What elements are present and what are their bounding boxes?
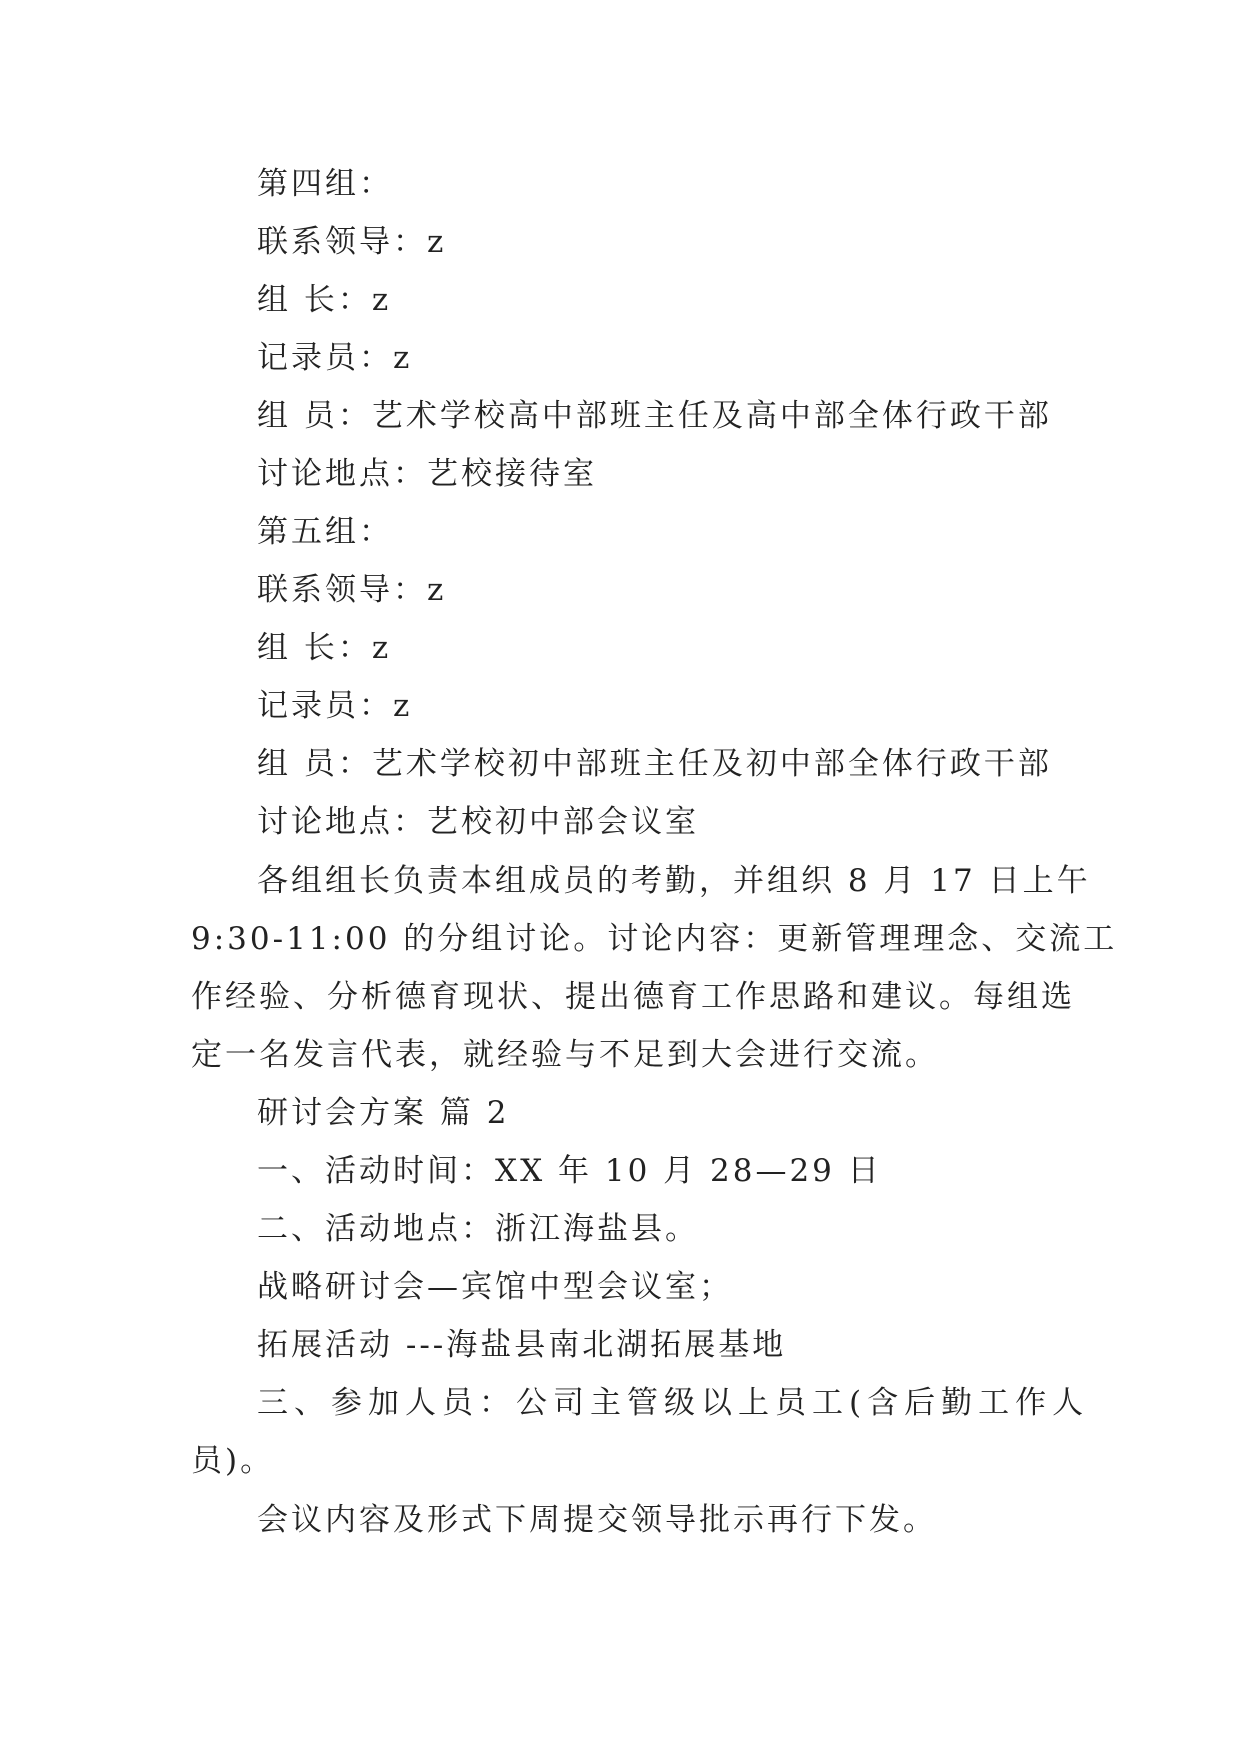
group5-members: 组 员：艺术学校初中部班主任及初中部全体行政干部 [257,746,1052,782]
instructions-line-1: 各组组长负责本组成员的考勤，并组织 8 月 17 日上午 [257,863,1091,899]
plan2-title: 研讨会方案 篇 2 [257,1095,510,1131]
plan2-place: 二、活动地点：浙江海盐县。 [257,1211,699,1247]
group4-recorder: 记录员：z [257,340,413,376]
instructions-line-3: 作经验、分析德育现状、提出德育工作思路和建议。每组选 [191,979,1075,1015]
plan2-participants-line-1: 三、参加人员：公司主管级以上员工(含后勤工作人 [257,1385,1090,1421]
plan2-participants-line-2: 员)。 [191,1443,275,1479]
plan2-time: 一、活动时间：XX 年 10 月 28—29 日 [257,1153,882,1189]
instructions-line-2: 9:30-11:00 的分组讨论。讨论内容：更新管理理念、交流工 [191,921,1118,957]
group5-recorder: 记录员：z [257,688,413,724]
group5-leader: 组 长：z [257,630,392,666]
plan2-venue-1: 战略研讨会—宾馆中型会议室； [257,1269,733,1305]
group5-location: 讨论地点：艺校初中部会议室 [257,804,699,840]
group4-location: 讨论地点：艺校接待室 [257,456,597,492]
group4-leader: 组 长：z [257,282,392,318]
group4-members: 组 员：艺术学校高中部班主任及高中部全体行政干部 [257,398,1052,434]
instructions-line-4: 定一名发言代表，就经验与不足到大会进行交流。 [191,1037,939,1073]
plan2-note: 会议内容及形式下周提交领导批示再行下发。 [257,1502,937,1538]
group4-liaison: 联系领导：z [257,224,447,260]
group5-liaison: 联系领导：z [257,572,447,608]
group5-heading: 第五组： [257,514,393,550]
group4-heading: 第四组： [257,166,393,202]
plan2-venue-2: 拓展活动 ---海盐县南北湖拓展基地 [257,1327,787,1363]
